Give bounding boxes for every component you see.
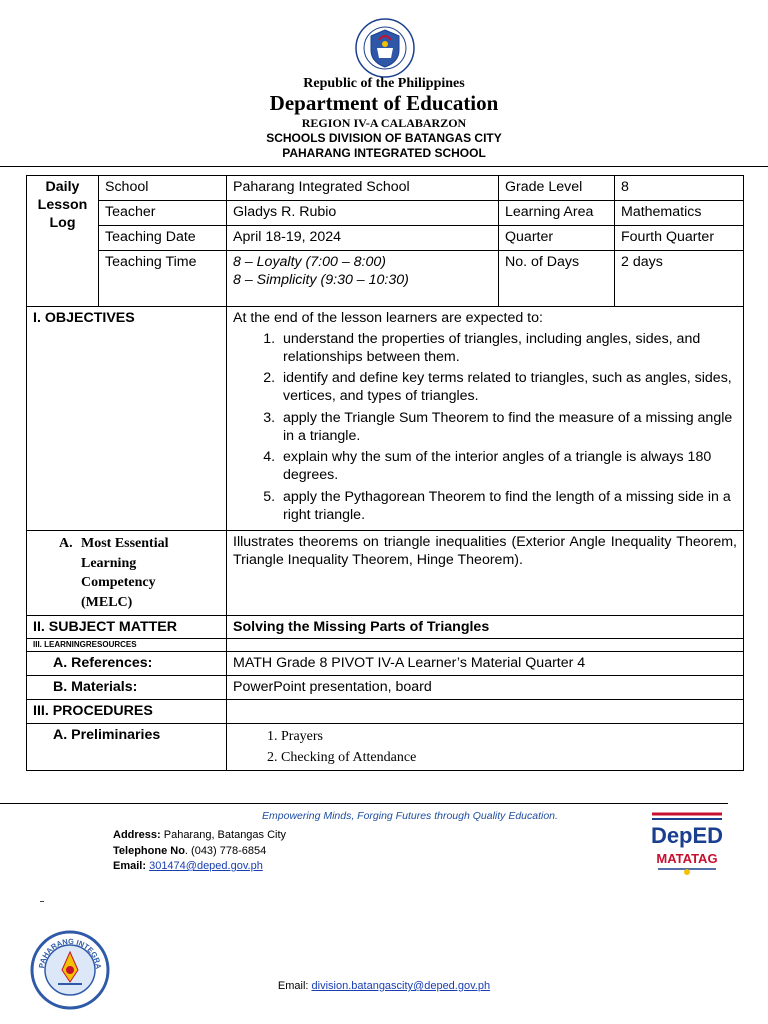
references-label: A. References: (27, 652, 227, 676)
subject-matter-value: Solving the Missing Parts of Triangles (227, 615, 744, 639)
school-seal-text: PAHARANG INTEGRA (37, 936, 104, 970)
procedures-label: III. PROCEDURES (27, 700, 227, 724)
phone-label: Telephone No (113, 844, 185, 857)
phone-value: . (043) 778-6854 (184, 844, 267, 857)
paharang-integrated-school-seal-icon (30, 930, 110, 1010)
procedures-value (227, 700, 744, 724)
melc-label-list (33, 534, 220, 612)
learning-area-label: Learning Area (499, 201, 615, 226)
school-value: Paharang Integrated School (227, 176, 499, 201)
school-email-link[interactable]: 301474@deped.gov.ph (149, 860, 263, 872)
division-heading: SCHOOLS DIVISION OF BATANGAS CITY (266, 131, 502, 145)
teacher-value: Gladys R. Rubio (227, 201, 499, 226)
republic-heading: Republic of the Philippines (303, 76, 465, 91)
learning-resources-value (227, 639, 744, 652)
dll-title-line: Daily (45, 179, 80, 195)
grade-level-label: Grade Level (499, 176, 615, 201)
teaching-time-line: 8 – Simplicity (9:30 – 10:30) (233, 271, 409, 288)
learning-area-value: Mathematics (615, 201, 744, 226)
department-heading: Department of Education (269, 91, 499, 115)
teaching-date-value: April 18-19, 2024 (227, 226, 499, 251)
dll-title-line: Log (49, 214, 76, 231)
objectives-list (233, 331, 737, 525)
header-divider (0, 166, 768, 167)
melc-value: Illustrates theorems on triangle inequalities (Exterior Angle Inequality Theorem, Triangle Inequality Theorem, Hinge Theorem). (227, 531, 744, 615)
dll-title-line: Lesson (37, 196, 88, 213)
deped-logo-subtext: MATATAG (656, 851, 718, 866)
melc-line: (MELC) (81, 595, 133, 611)
preliminaries-content (227, 724, 744, 771)
materials-label: B. Materials: (27, 676, 227, 700)
email-label: Email: (113, 860, 147, 872)
teaching-time-value (227, 251, 499, 307)
deped-logo-text: DepED (650, 823, 724, 848)
stray-mark (40, 901, 44, 902)
melc-line: Competency (81, 575, 156, 591)
footer-divider (0, 803, 728, 804)
division-email-link[interactable]: division.batangascity@deped.gov.ph (311, 980, 491, 992)
address-line (113, 828, 286, 844)
melc-line: Most Essential (81, 536, 169, 552)
objectives-label: I. OBJECTIVES (27, 307, 227, 531)
melc-marker: A. (59, 536, 73, 552)
address-label: Address: (113, 829, 161, 841)
objectives-content (227, 307, 744, 531)
quarter-value: Fourth Quarter (615, 226, 744, 251)
melc-line: Learning (81, 555, 137, 571)
teaching-time-label: Teaching Time (99, 251, 227, 307)
subject-matter-label: II. SUBJECT MATTER (27, 615, 227, 639)
preliminary-item: 2. Checking of Attendance (281, 748, 737, 768)
footer-tagline: Empowering Minds, Forging Futures through Quality Education. (262, 810, 558, 822)
objective-item: 3. apply the Triangle Sum Theorem to find the measure of a missing angle in a triangle. (279, 410, 737, 446)
teaching-time-line: 8 – Loyalty (7:00 – 8:00) (233, 254, 387, 270)
materials-value: PowerPoint presentation, board (227, 676, 744, 700)
email-line (113, 859, 286, 875)
objective-item: 4. explain why the sum of the interior angles of a triangle is always 180 degrees. (279, 449, 737, 485)
quarter-label: Quarter (499, 226, 615, 251)
objective-item: 2. identify and define key terms related to triangles, such as angles, sides, vertices, and types of triangles. (279, 370, 737, 406)
melc-label (27, 531, 227, 615)
teaching-date-label: Teaching Date (99, 226, 227, 251)
references-value: MATH Grade 8 PIVOT IV-A Learner’s Material Quarter 4 (227, 652, 744, 676)
objectives-intro: At the end of the lesson learners are expected to: (233, 310, 543, 326)
division-email (0, 980, 768, 992)
preliminaries-label: A. Preliminaries (27, 724, 227, 771)
objective-item: 1. understand the properties of triangles, including angles, sides, and relationships between them. (279, 331, 737, 367)
footer-contact (113, 828, 286, 875)
deped-seal-icon (355, 18, 415, 78)
melc-label-text (59, 534, 220, 612)
division-email-label: Email: (277, 980, 312, 992)
phone-line (113, 844, 286, 860)
address-value: Paharang, Batangas City (160, 829, 287, 841)
school-heading: PAHARANG INTEGRATED SCHOOL (282, 146, 486, 160)
dll-title (27, 176, 99, 307)
daily-lesson-log-table (26, 175, 744, 771)
school-label: School (99, 176, 227, 201)
learning-resources-label: III. LEARNINGRESOURCES (27, 639, 227, 652)
teacher-label: Teacher (99, 201, 227, 226)
deped-matatag-logo (648, 810, 726, 876)
grade-level-value: 8 (615, 176, 744, 201)
days-label: No. of Days (499, 251, 615, 307)
preliminary-item: 1. Prayers (281, 727, 737, 747)
region-heading: REGION IV-A CALABARZON (301, 116, 467, 130)
objective-item: 5. apply the Pythagorean Theorem to find the length of a missing side in a right triangle. (279, 489, 737, 525)
days-value: 2 days (615, 251, 744, 307)
preliminaries-list (233, 727, 737, 768)
